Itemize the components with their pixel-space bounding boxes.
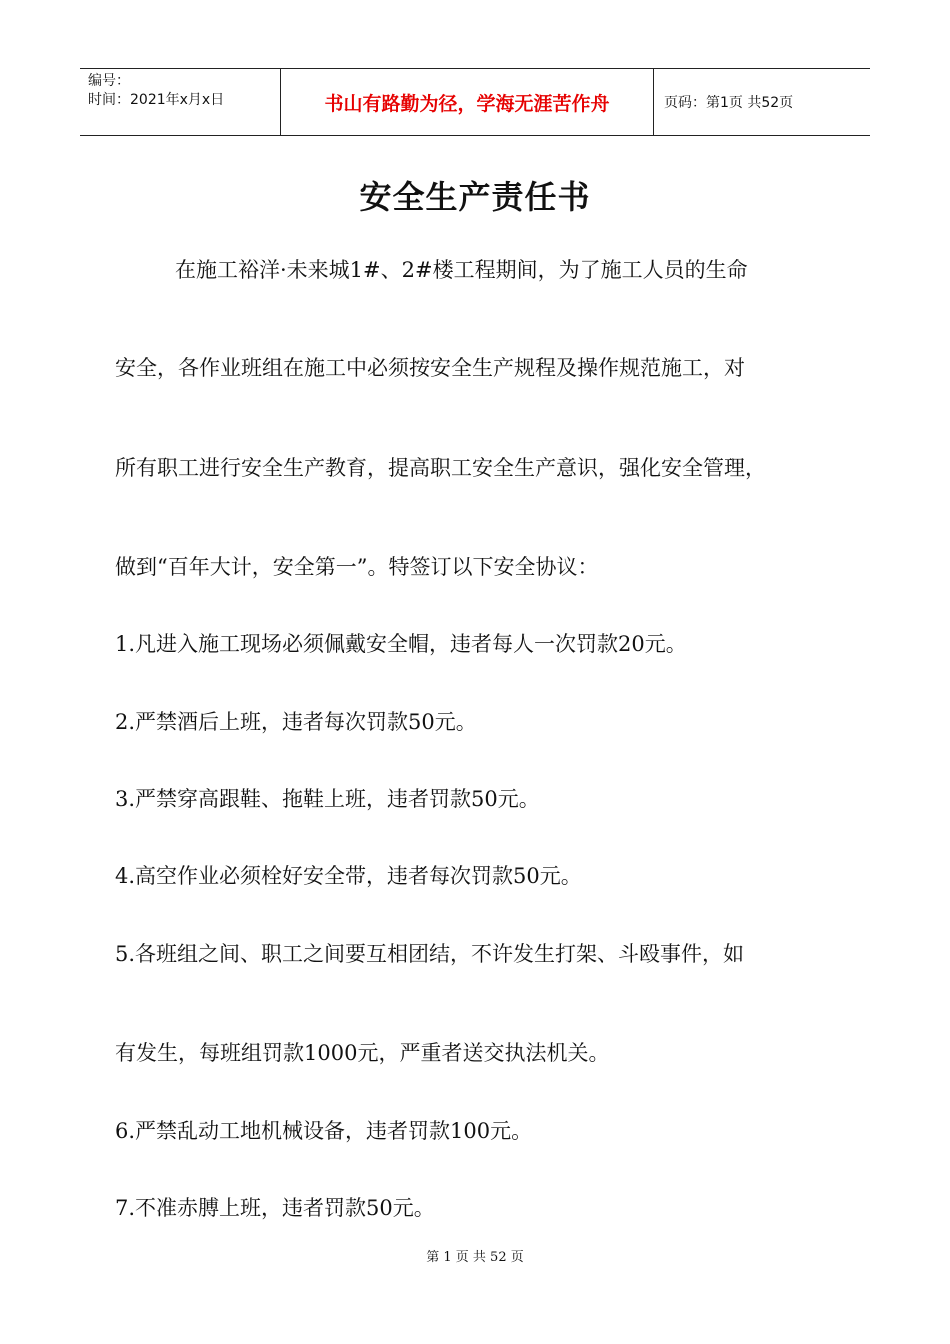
paragraph-line: 做到“百年大计，安全第一”。特签订以下安全协议： xyxy=(115,555,599,579)
header-meta xyxy=(80,69,280,135)
document-time-label: 时间：2021年x月x日 xyxy=(88,92,225,108)
document-title: 安全生产责任书 xyxy=(359,178,591,216)
document-number-label: 编号： xyxy=(88,73,130,89)
paragraph-line: 在施工裕洋·未来城1#、2#楼工程期间，为了施工人员的生命 xyxy=(175,258,748,282)
header-page-info: 页码：第1页 共52页 xyxy=(664,95,794,111)
list-item: 6.严禁乱动工地机械设备，违者罚款100元。 xyxy=(115,1119,533,1143)
list-item: 3.严禁穿高跟鞋、拖鞋上班，违者罚款50元。 xyxy=(115,787,540,811)
list-item: 4.高空作业必须栓好安全带，违者每次罚款50元。 xyxy=(115,864,582,888)
page-footer: 第 1 页 共 52 页 xyxy=(426,1250,524,1265)
paragraph-line: 所有职工进行安全生产教育，提高职工安全生产意识，强化安全管理， xyxy=(115,456,766,480)
paragraph-line: 安全，各作业班组在施工中必须按安全生产规程及操作规范施工，对 xyxy=(115,356,745,380)
list-item-continuation: 有发生，每班组罚款1000元，严重者送交执法机关。 xyxy=(115,1041,610,1065)
header-motto: 书山有路勤为径，学海无涯苦作舟 xyxy=(280,69,654,135)
list-item: 5.各班组之间、职工之间要互相团结，不许发生打架、斗殴事件，如 xyxy=(115,942,745,966)
page-header xyxy=(80,68,870,136)
list-item: 1.凡进入施工现场必须佩戴安全帽，违者每人一次罚款20元。 xyxy=(115,632,687,656)
list-item: 7.不准赤膊上班，违者罚款50元。 xyxy=(115,1196,435,1220)
list-item: 2.严禁酒后上班，违者每次罚款50元。 xyxy=(115,710,477,734)
